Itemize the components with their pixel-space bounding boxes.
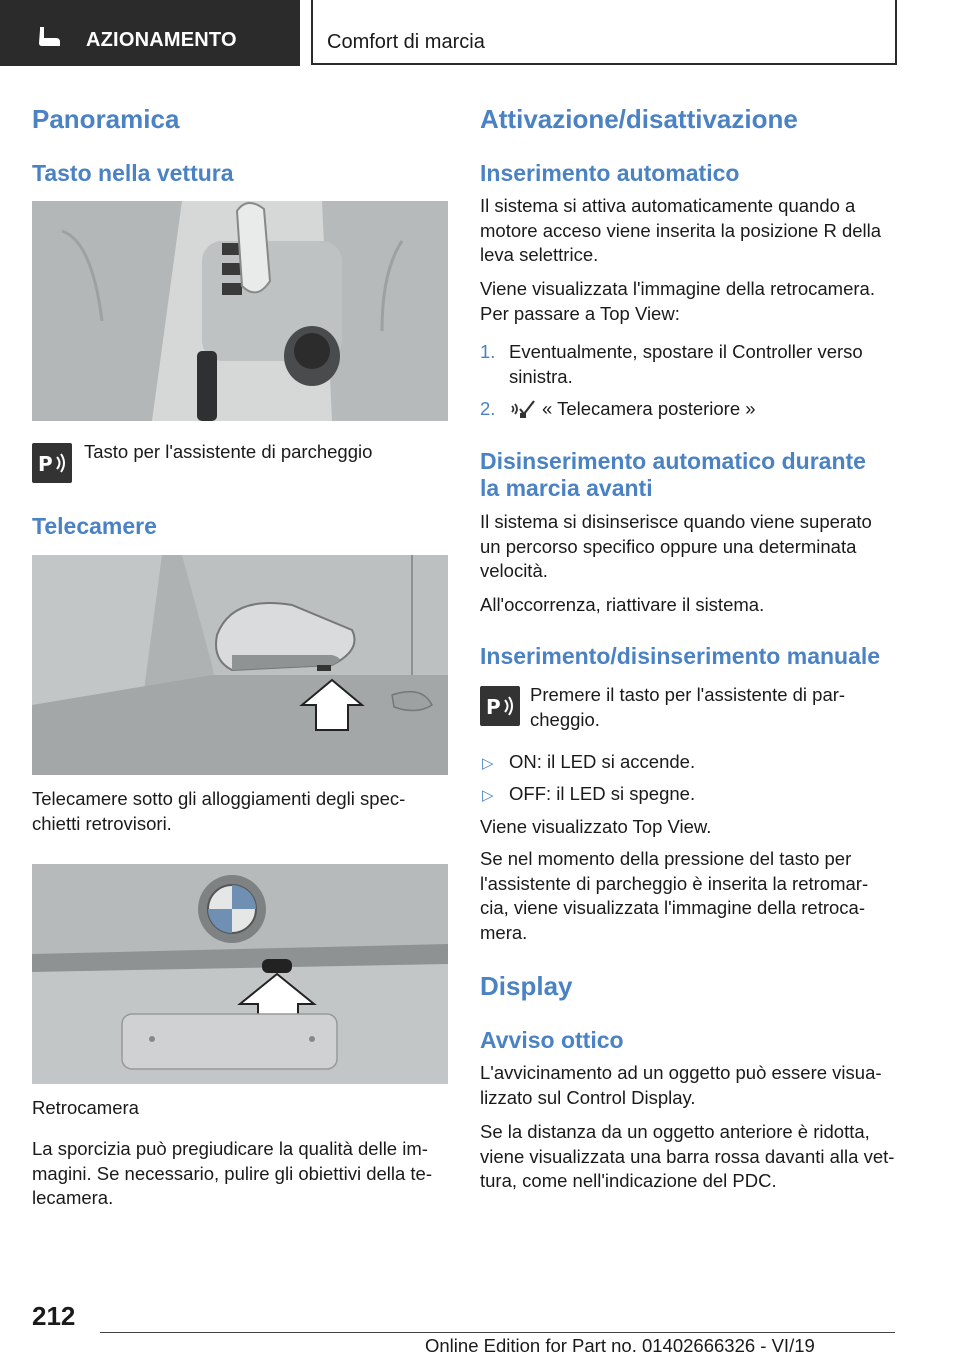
section-title: AZIONAMENTO: [86, 29, 237, 51]
parking-assistant-icon-2: [480, 686, 520, 726]
step-1-line-1: Eventualmente, spostare il Controller verso: [509, 341, 863, 362]
chapter-title: Comfort di marcia: [327, 31, 485, 53]
step-1-number: 1.: [480, 341, 496, 362]
auto-on-line-3: leva selettrice.: [480, 244, 599, 265]
bullet-off-text: OFF: il LED si spegne.: [509, 783, 696, 804]
bullet-on-text: ON: il LED si accende.: [509, 751, 696, 772]
heading-display: Display: [480, 971, 573, 1001]
auto-off-line-2: un percorso specifico oppure una determinata: [480, 535, 857, 557]
heading-button-in-vehicle: Tasto nella vettura: [32, 160, 234, 186]
cameras-caption-line-2: chietti retrovisori.: [32, 812, 172, 834]
parking-assistant-icon: [32, 443, 72, 483]
reactivate-text: All'occorrenza, riattivare il sistema.: [480, 594, 765, 615]
bullet-off-marker: ▷: [482, 787, 494, 804]
auto-on-line-1: Il sistema si attiva automaticamente quando a: [480, 195, 856, 216]
step-1-text: [509, 340, 898, 389]
distance-line-1: Se la distanza da un oggetto anteriore è ridotta,: [480, 1121, 870, 1142]
cameras-caption: [32, 787, 448, 836]
auto-on-text: [480, 194, 898, 268]
svg-text:P: P: [38, 452, 53, 476]
rear-camera-photo: [32, 864, 448, 1084]
heading-overview: Panoramica: [32, 104, 180, 134]
press-text: [480, 847, 898, 945]
steering-hand-icon: [34, 26, 64, 48]
header-section-tab: [0, 0, 300, 66]
distance-text: [480, 1120, 898, 1194]
auto-off-line-1: Il sistema si disinserisce quando viene superato: [480, 511, 872, 532]
topview-line-1: Viene visualizzata l'immagine della retrocamera.: [480, 278, 875, 299]
button-caption: Tasto per l'assistente di parcheggio: [84, 441, 373, 462]
step-2-number: 2.: [480, 398, 496, 419]
step-1-line-2: sinistra.: [509, 365, 573, 387]
topview-line-2: Per passare a Top View:: [480, 302, 680, 324]
topview-shown-text: Viene visualizzato Top View.: [480, 816, 712, 837]
svg-text:P: P: [486, 695, 501, 719]
side-mirror-photo: [32, 555, 448, 775]
auto-off-text: [480, 510, 898, 584]
bullet-on-marker: ▷: [482, 755, 494, 772]
dirt-note-line-1: La sporcizia può pregiudicare la qualità delle im-: [32, 1138, 428, 1159]
rear-camera-caption: Retrocamera: [32, 1097, 139, 1118]
auto-off-line-3: velocità.: [480, 560, 548, 581]
page-number: 212: [32, 1301, 76, 1331]
manual-line-2: cheggio.: [530, 708, 600, 730]
heading-visual-warning: Avviso ottico: [480, 1027, 624, 1053]
distance-line-2: viene visualizzata una barra rossa davanti alla vet-: [480, 1145, 895, 1167]
press-line-2: l'assistente di parcheggio è inserita la retromar-: [480, 872, 869, 894]
topview-text: [480, 277, 898, 326]
visual-line-1: L'avvicinamento ad un oggetto può essere visua-: [480, 1062, 882, 1083]
step-2-text: « Telecamera posteriore »: [542, 398, 756, 419]
visual-text: [480, 1061, 898, 1110]
dirt-note-line-2: magini. Se necessario, pulire gli obiettivi della te-: [32, 1162, 433, 1184]
footer-divider: [100, 1332, 895, 1333]
header-chapter-box: [311, 0, 897, 65]
heading-manual: Inserimento/disinserimento manuale: [480, 643, 881, 669]
heading-auto-on: Inserimento automatico: [480, 160, 740, 186]
rear-camera-menu-icon: [510, 398, 536, 420]
press-line-1: Se nel momento della pressione del tasto per: [480, 848, 852, 869]
dirt-note-line-3: lecamera.: [32, 1187, 114, 1208]
visual-line-2: lizzato sul Control Display.: [480, 1086, 696, 1108]
edition-text: Online Edition for Part no. 01402666326 - VI/19: [425, 1335, 815, 1356]
manual-text: [530, 683, 898, 732]
cameras-caption-line-1: Telecamere sotto gli alloggiamenti degli spec-: [32, 788, 406, 809]
heading-cameras: Telecamere: [32, 513, 157, 539]
dirt-note: [32, 1137, 448, 1211]
heading-activation: Attivazione/disattivazione: [480, 104, 798, 134]
center-console-photo: [32, 201, 448, 421]
press-line-4: mera.: [480, 921, 528, 943]
distance-line-3: tura, come nell'indicazione del PDC.: [480, 1170, 777, 1191]
press-line-3: cia, viene visualizzata l'immagine della retroca-: [480, 897, 866, 918]
auto-on-line-2: motore acceso viene inserita la posizione R della: [480, 219, 882, 241]
manual-line-1: Premere il tasto per l'assistente di par-: [530, 684, 846, 705]
heading-auto-off-line-1: Disinserimento automatico durante: [480, 448, 866, 474]
heading-auto-off-line-2: la marcia avanti: [480, 475, 653, 501]
